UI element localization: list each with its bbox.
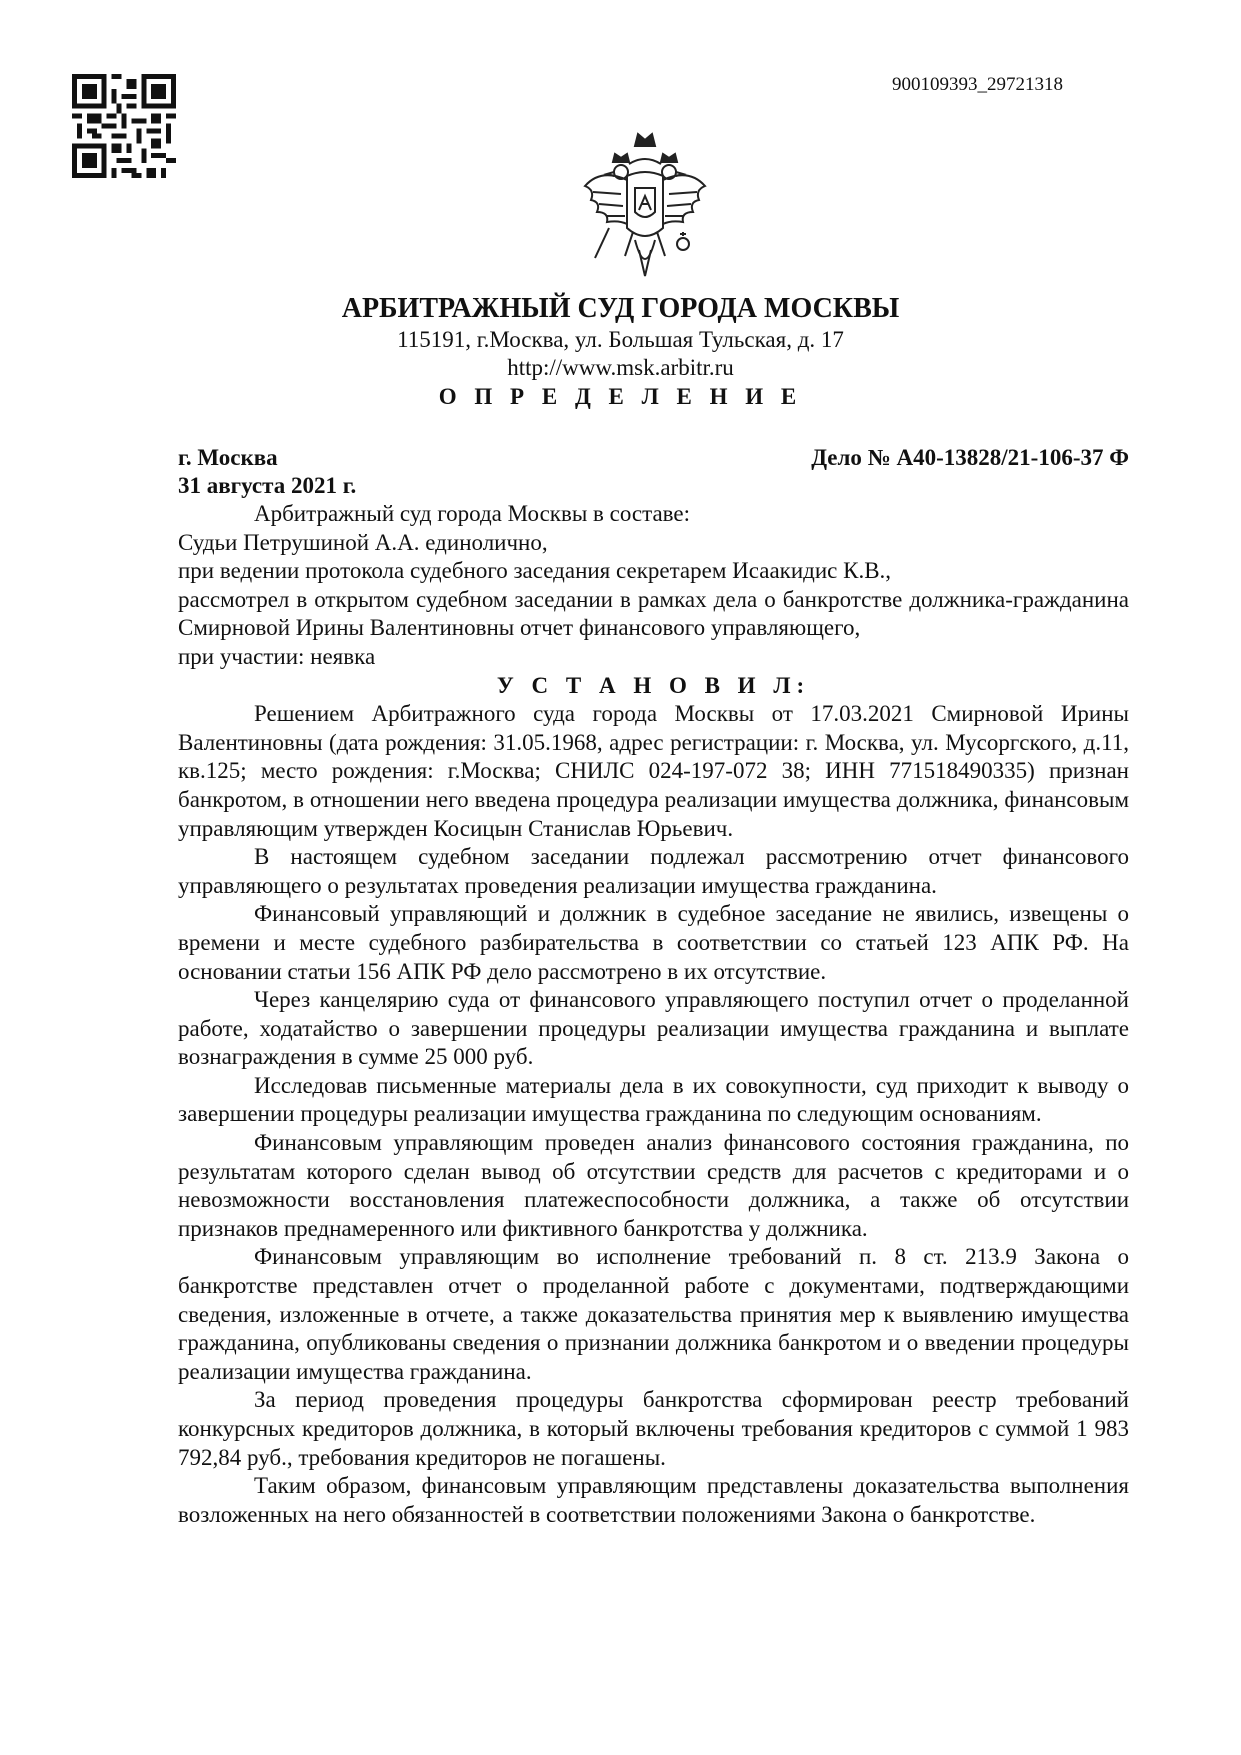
court-header (0, 292, 1241, 412)
paragraph: В настоящем судебном заседании подлежал рассмотрению отчет финансового управляющего о результатах проведения реализации имущества гражданина. (178, 844, 1129, 898)
case-number: Дело № А40-13828/21-106-37 Ф (811, 445, 1129, 470)
paragraph: Финансовым управляющим во исполнение требований п. 8 ст. 213.9 Закона о банкротстве представлен отчет о проделанной работе с документами, подтверждающими сведения, изложенные в отчете, а также доказательства принятия мер к выявлению имущества гражданина, опубликованы сведения о признании должника банкротом и о введении процедуры реализации имущества гражданина. (178, 1244, 1129, 1384)
document-body (178, 500, 1129, 1529)
paragraph: Через канцелярию суда от финансового управляющего поступил отчет о проделанной работе, ходатайство о завершении процедуры реализации имущества гражданина и выплате вознаграждения в сумме 25 000 руб. (178, 987, 1129, 1070)
established-heading: У С Т А Н О В И Л: (496, 672, 811, 698)
qr-code-icon (72, 74, 176, 178)
paragraph: Финансовый управляющий и должник в судебное заседание не явились, извещены о времени и месте судебного разбирательства в соответствии со статьей 123 АПК РФ. На основании статьи 156 АПК РФ дело рассмотрено в их отсутствие. (178, 901, 1129, 984)
paragraph: Решением Арбитражного суда города Москвы от 17.03.2021 Смирновой Ирины Валентиновны (дата рождения: 31.05.1968, адрес регистрации: г. Москва, ул. Мусоргского, д.11, кв.125; место рождения: г.Москва; СНИЛС 024-197-072 38; ИНН 771518490335) признан банкротом, в отношении него введена процедура реализации имущества должника, финансовым управляющим утвержден Косицын Станислав Юрьевич. (178, 701, 1129, 841)
court-website: http://www.msk.arbitr.ru (507, 355, 734, 380)
document-type: О П Р Е Д Е Л Е Н И Е (438, 384, 803, 409)
intro-considered: рассмотрел в открытом судебном заседании в рамках дела о банкротстве должника-гражданина Смирновой Ирины Валентиновны отчет финансового управляющего, (178, 586, 1129, 641)
court-name: АРБИТРАЖНЫЙ СУД ГОРОДА МОСКВЫ (341, 293, 900, 324)
paragraph: Исследовав письменные материалы дела в их совокупности, суд приходит к выводу о завершении процедуры реализации имущества гражданина по следующим основаниям. (178, 1072, 1129, 1127)
paragraph: Финансовым управляющим проведен анализ финансового состояния гражданина, по результатам которого сделан вывод об отсутствии средств для расчетов с кредиторами и о невозможности восстановления платежеспособности должника, а также об отсутствии признаков преднамеренного или фиктивного банкротства у должника. (178, 1130, 1129, 1241)
russian-coat-of-arms-icon (575, 128, 715, 288)
intro-secretary: при ведении протокола судебного заседания секретарем Исаакидис К.В., (178, 558, 892, 584)
court-address: 115191, г.Москва, ул. Большая Тульская, д. 17 (397, 327, 844, 352)
intro-participation: при участии: неявка (178, 643, 376, 669)
paragraph: Таким образом, финансовым управляющим представлены доказательства выполнения возложенных на него обязанностей в соответствии положениями Закона о банкротстве. (178, 1473, 1129, 1527)
intro-composition: Арбитражный суд города Москвы в составе: (254, 501, 691, 526)
document-id: 900109393_29721318 (892, 74, 1063, 95)
intro-judge: Судьи Петрушиной А.А. единолично, (178, 529, 548, 555)
city: г. Москва (178, 445, 278, 470)
paragraph: За период проведения процедуры банкротства сформирован реестр требований конкурсных кредиторов должника, в который включены требования кредиторов с суммой 1 983 792,84 руб., требования кредиторов не погашены. (178, 1387, 1129, 1470)
case-meta (178, 444, 1129, 500)
document-date: 31 августа 2021 г. (178, 473, 357, 498)
